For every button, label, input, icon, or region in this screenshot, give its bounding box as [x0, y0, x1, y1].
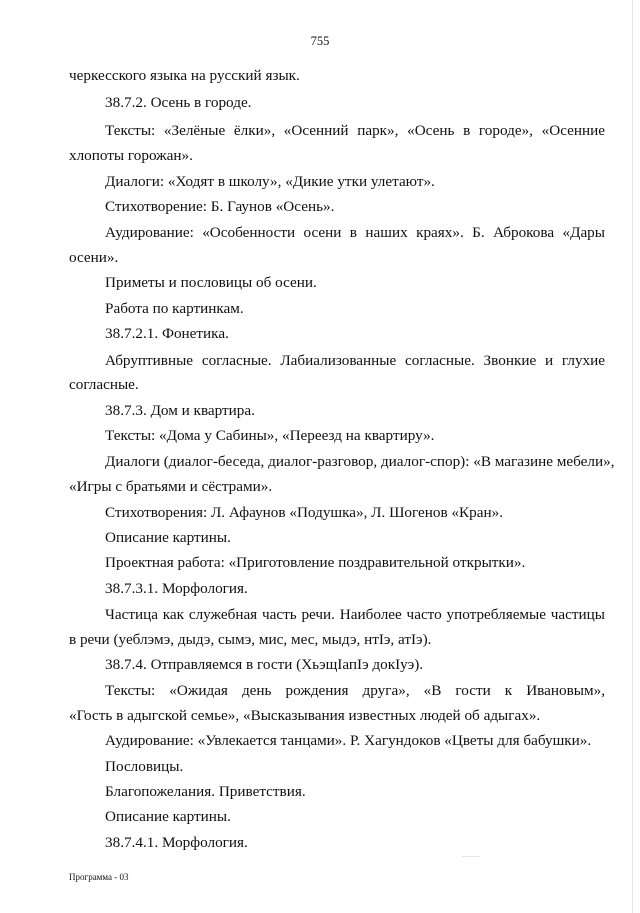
section-heading: 38.7.2.1. Фонетика. [105, 325, 229, 342]
section-heading: 38.7.2. Осень в городе. [105, 94, 252, 111]
text-line: Частица как служебная часть речи. Наиболее часто употребляемые частицы [105, 606, 605, 623]
text-line: осени». [69, 249, 119, 266]
page-number: 755 [310, 34, 330, 48]
text-line: Тексты: «Ожидая день рождения друга», «В гости к Ивановым», [105, 682, 605, 699]
scan-artifact [462, 856, 480, 857]
footer-label: Программа - 03 [69, 872, 129, 882]
text-line: Диалоги (диалог-беседа, диалог-разговор, диалог-спор): «В магазине мебели», [105, 453, 615, 470]
scan-edge [632, 0, 633, 913]
text-line: Благопожелания. Приветствия. [105, 783, 306, 800]
text-line: Пословицы. [105, 758, 184, 775]
text-line: Работа по картинкам. [105, 300, 244, 317]
text-line: Описание картины. [105, 529, 231, 546]
text-line: «Гость в адыгской семье», «Высказывания известных людей об адыгах». [69, 707, 541, 724]
text-line: Тексты: «Зелёные ёлки», «Осенний парк», «Осень в городе», «Осенние [105, 122, 605, 139]
text-line: «Игры с братьями и сёстрами». [69, 478, 273, 495]
text-line: Тексты: «Дома у Сабины», «Переезд на квартиру». [105, 427, 435, 444]
text-line: согласные. [69, 376, 139, 393]
text-line: Аудирование: «Особенности осени в наших краях». Б. Аброкова «Дары [105, 224, 605, 241]
section-heading: 38.7.3.1. Морфология. [105, 580, 248, 597]
section-heading: 38.7.4. Отправляемся в гости (ХьэщӀапӀэ докӀуэ). [105, 656, 424, 673]
text-line: Проектная работа: «Приготовление поздравительной открытки». [105, 554, 526, 571]
text-line: Приметы и пословицы об осени. [105, 274, 317, 291]
text-line: Абруптивные согласные. Лабиализованные согласные. Звонкие и глухие [105, 352, 605, 369]
text-line: Стихотворение: Б. Гаунов «Осень». [105, 198, 335, 215]
section-heading: 38.7.4.1. Морфология. [105, 834, 248, 851]
text-line: черкесского языка на русский язык. [69, 67, 300, 84]
text-line: Описание картины. [105, 808, 231, 825]
section-heading: 38.7.3. Дом и квартира. [105, 402, 255, 419]
text-line: Аудирование: «Увлекается танцами». Р. Хагундоков «Цветы для бабушки». [105, 732, 592, 749]
text-line: Диалоги: «Ходят в школу», «Дикие утки улетают». [105, 173, 435, 190]
text-line: в речи (уеблэмэ, дыдэ, сымэ, мис, мес, мыдэ, нтӀэ, атӀэ). [69, 631, 432, 648]
text-line: хлопоты горожан». [69, 147, 193, 164]
text-line: Стихотворения: Л. Афаунов «Подушка», Л. Шогенов «Кран». [105, 504, 504, 521]
